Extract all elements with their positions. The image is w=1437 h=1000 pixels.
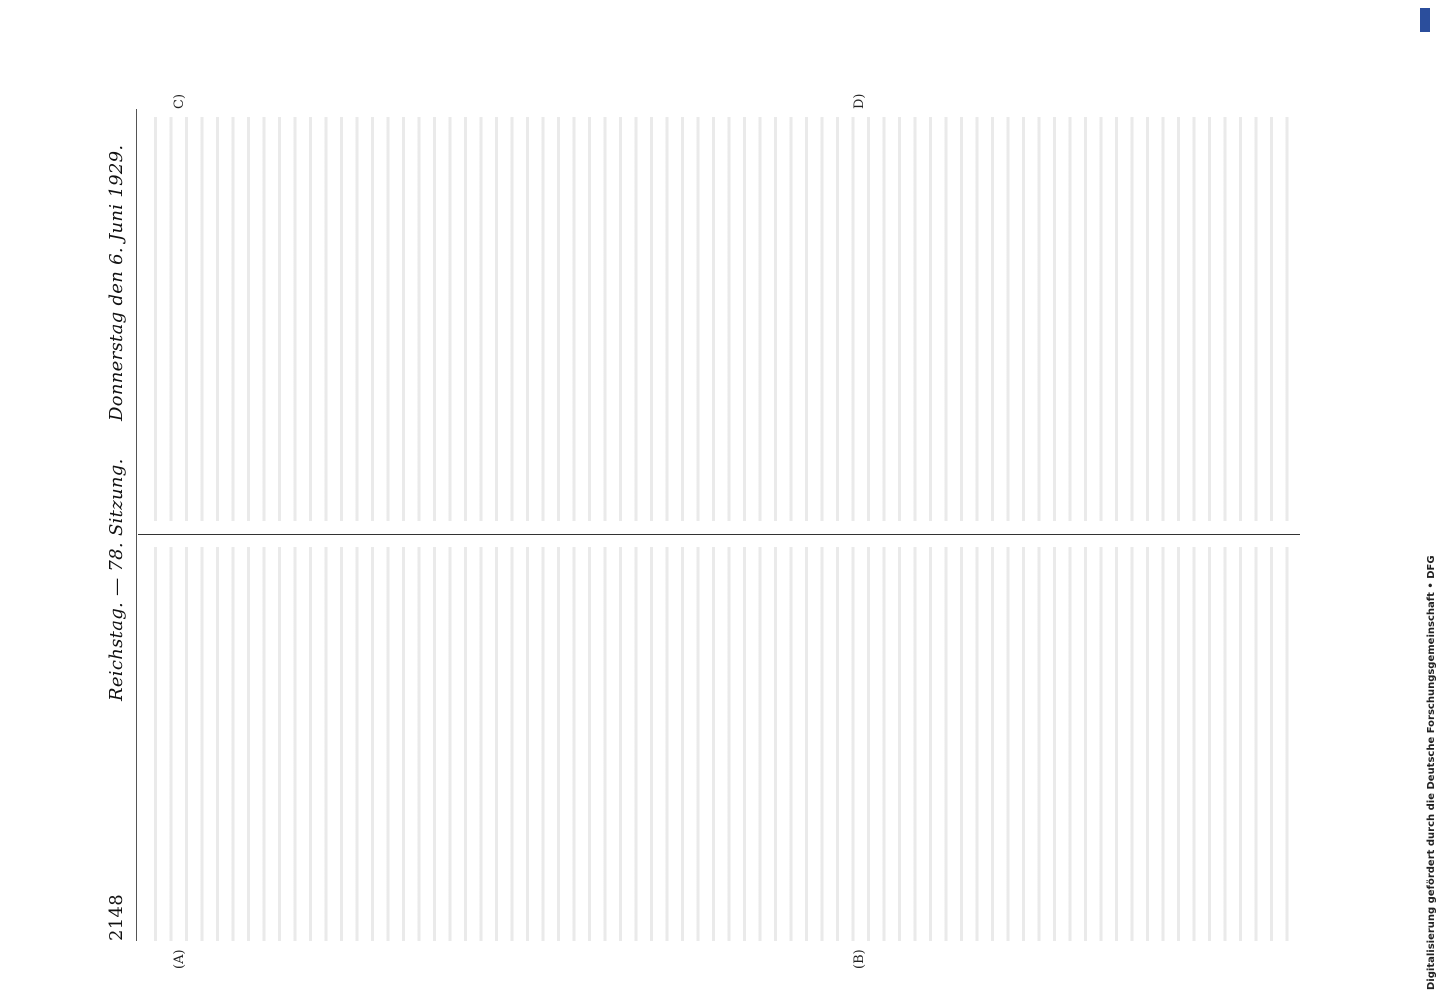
session-date: Donnerstag den 6. Juni 1929. (106, 144, 127, 421)
header-rule (136, 109, 137, 941)
margin-letter-b: (B) (852, 949, 867, 969)
margin-letter-d: D) (852, 93, 867, 109)
left-column-text-placeholder (146, 547, 1296, 941)
margin-letter-c: C) (172, 93, 187, 109)
left-column (146, 547, 1296, 941)
dfg-funding-note: Digitalisierung gefördert durch die Deutsche Forschungsgemeinschaft • DFG (1426, 555, 1437, 990)
right-column (146, 117, 1296, 521)
running-head (106, 109, 134, 941)
rotated-page (86, 75, 1316, 975)
page-number: 2148 (106, 893, 127, 941)
column-rule (138, 534, 1300, 535)
margin-letter-a: (A) (172, 949, 187, 969)
right-column-text-placeholder (146, 117, 1296, 521)
session-title: Reichstag. — 78. Sitzung. (106, 458, 127, 701)
